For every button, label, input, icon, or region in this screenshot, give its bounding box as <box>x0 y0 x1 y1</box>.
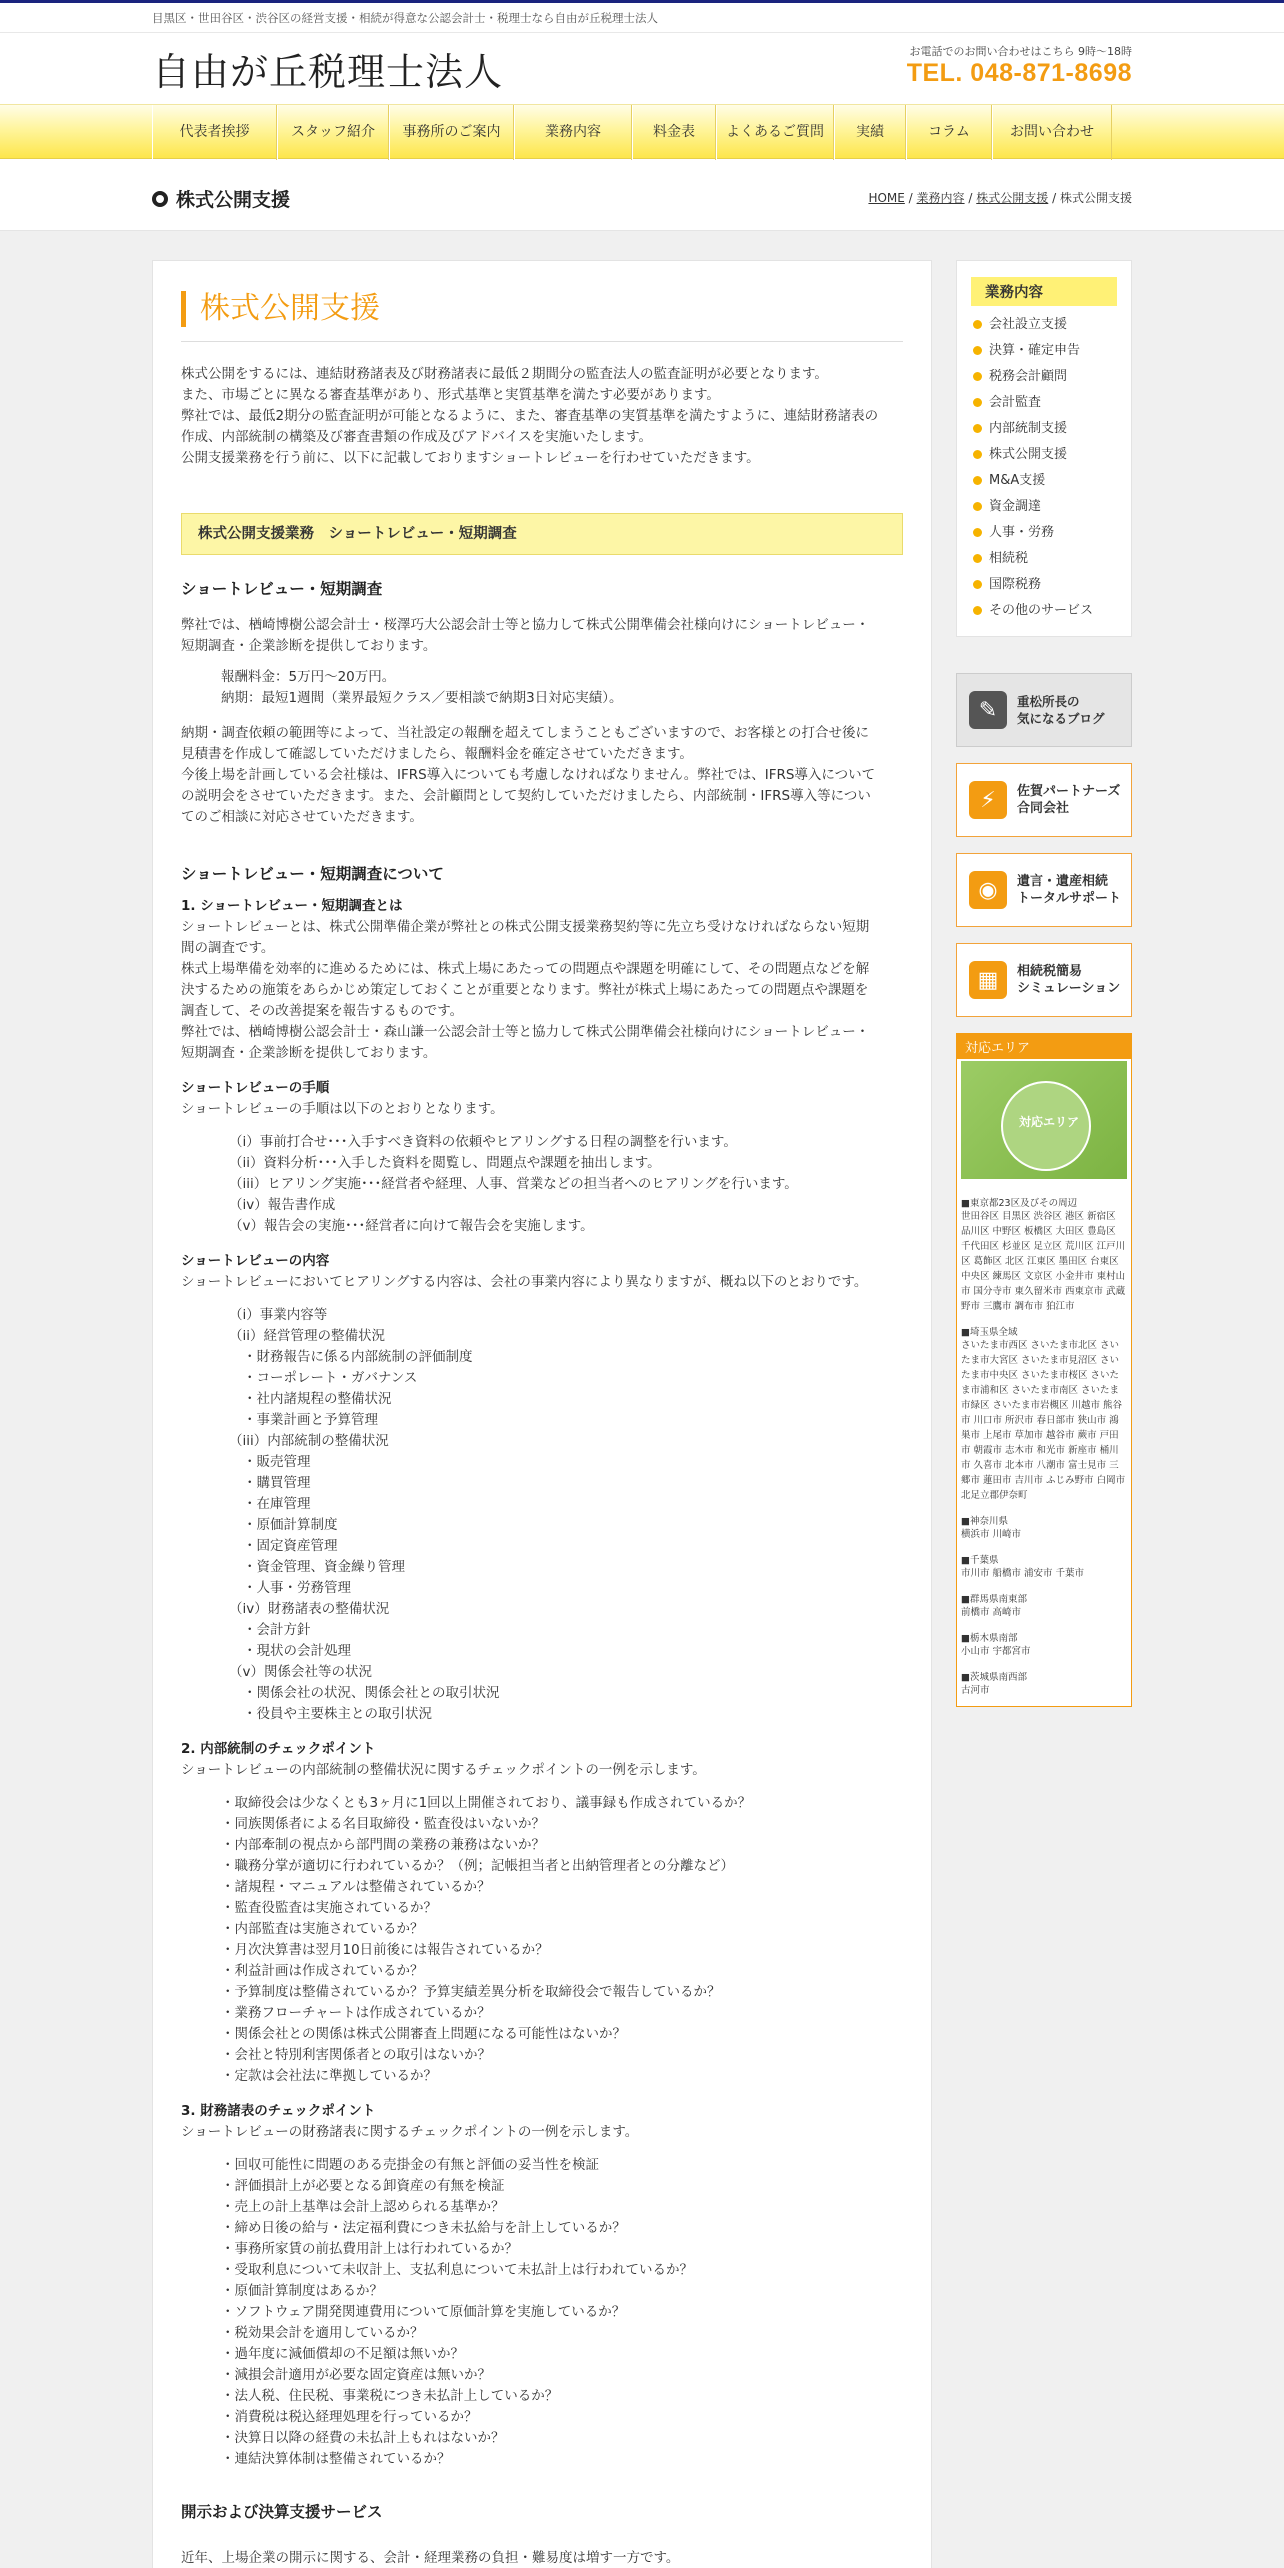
checklist-item: ・会社と特別利害関係者との取引はないか？ <box>221 2047 491 2063</box>
content-list <box>181 1305 903 1725</box>
area-cities: 世田谷区 目黒区 渋谷区 港区 新宿区 品川区 中野区 板橋区 大田区 豊島区 千代田区 杉並区 足立区 荒川区 江戸川区 葛飾区 北区 江東区 墨田区 台東区 中央区 練馬区 文京区 小金井市 東村山市 国分寺市 東久留米市 西東京市 武蔵野市 三鷹市 調布市 狛江市 <box>961 1211 1126 1312</box>
sidebar-item[interactable]: 税務会計顧問 <box>971 364 1117 390</box>
section-text: 近年、上場企業の開示に関する、会計・経理業務の負担・難易度は増す一方です。 <box>181 2550 680 2566</box>
content-item: ・販売管理 <box>243 1454 311 1470</box>
checklist-item: ・評価損計上が必要となる卸資産の有無を検証 <box>221 2178 505 2194</box>
section-title: ショートレビュー・短期調査 <box>181 580 383 598</box>
nav-item[interactable]: 事務所のご案内 <box>389 105 514 160</box>
bullet-icon <box>152 191 168 207</box>
content-item: ・財務報告に係る内部統制の評価制度 <box>243 1349 473 1365</box>
global-nav <box>0 104 1284 159</box>
checklist-item: ・利益計画は作成されているか？ <box>221 1963 424 1979</box>
content-item: （iv）財務諸表の整備状況 <box>229 1601 390 1617</box>
checklist-item: ・定款は会社法に準拠しているか？ <box>221 2068 437 2084</box>
checklist <box>181 1793 903 2087</box>
text-line: の説明会をさせていただきます。また、会計顧問として契約していただけましたら、内部統制・IFRS導入等につい <box>181 788 871 804</box>
content-item: ・資金管理、資金繰り管理 <box>243 1559 405 1575</box>
checklist-item: ・ソフトウェア開発関連費用について原価計算を実施しているか？ <box>221 2304 626 2320</box>
service-area-box <box>956 1033 1132 1707</box>
text-line: てのご相談に対応させていただきます。 <box>181 809 423 825</box>
content-item: ・会計方針 <box>243 1622 311 1638</box>
contact-phone[interactable]: TEL. 048-871-8698 <box>906 59 1132 87</box>
page-title-text: 株式公開支援 <box>176 189 291 211</box>
sidebar-item[interactable]: 会社設立支援 <box>971 312 1117 338</box>
intro-text <box>181 364 903 469</box>
subsection-title: 1. ショートレビュー・短期調査とは <box>181 898 403 914</box>
subsection-title: ショートレビューの内容 <box>181 1253 330 1269</box>
heading-divider <box>181 341 903 342</box>
section-text: ショートレビューの内部統制の整備状況に関するチェックポイントの一例を示します。 <box>181 1762 706 1778</box>
services-menu <box>956 260 1132 637</box>
checklist-item: ・法人税、住民税、事業税につき未払計上しているか？ <box>221 2388 559 2404</box>
pen-icon: ✎ <box>969 691 1007 729</box>
tagline-bar <box>0 3 1284 33</box>
checklist-item: ・連結決算体制は整備されているか？ <box>221 2451 451 2467</box>
nav-item[interactable]: よくあるご質問 <box>716 105 834 160</box>
breadcrumb-separator: / <box>1052 191 1057 205</box>
content-item: ・購買管理 <box>243 1475 311 1491</box>
checklist-item: ・関係会社との関係は株式公開審査上問題になる可能性はないか？ <box>221 2026 626 2042</box>
calculator-icon: ▦ <box>969 961 1007 999</box>
content-item: ・現状の会計処理 <box>243 1643 351 1659</box>
service-area-map <box>961 1061 1127 1179</box>
procedure-item: （ii）資料分析･･･入手した資料を閲覧し、問題点や課題を抽出します。 <box>229 1155 661 1171</box>
checklist-item: ・監査役監査は実施されているか？ <box>221 1900 437 1916</box>
section-title: 開示および決算支援サービス <box>181 2503 383 2521</box>
area-cities: 市川市 船橋市 浦安市 千葉市 <box>961 1568 1085 1579</box>
checklist-item: ・受取利息について未収計上、支払利息について未払計上は行われているか？ <box>221 2262 693 2278</box>
content-item: ・原価計算制度 <box>243 1517 338 1533</box>
area-region: ■茨城県南西部 <box>961 1672 1027 1683</box>
sidebar-item[interactable]: 決算・確定申告 <box>971 338 1117 364</box>
area-region: ■千葉県 <box>961 1555 999 1566</box>
checklist-item: ・事務所家賃の前払費用計上は行われているか？ <box>221 2241 518 2257</box>
checklist-item: ・売上の計上基準は会計上認められる基準か？ <box>221 2199 505 2215</box>
checklist-item: ・原価計算制度はあるか？ <box>221 2283 383 2299</box>
intro-line: 株式公開をするには、連結財務諸表及び財務諸表に最低２期間分の監査法人の監査証明が必要となります。 <box>181 366 828 382</box>
section-text: ショートレビューにおいてヒアリングする内容は、会社の事業内容により異なりますが、概ね以下のとおりです。 <box>181 1274 868 1290</box>
procedure-item: （v）報告会の実施･･･経営者に向けて報告会を実施します。 <box>229 1218 594 1234</box>
text-line: 決するための施策をあらかじめ策定しておくことが重要となります。弊社が株式上場にあたっての問題点や課題を <box>181 982 869 998</box>
sidebar-banner[interactable] <box>956 673 1132 747</box>
checklist-item: ・減損会計適用が必要な固定資産は無いか？ <box>221 2367 491 2383</box>
page-title <box>152 185 290 212</box>
checklist-item: ・回収可能性に問題のある売掛金の有無と評価の妥当性を検証 <box>221 2157 599 2173</box>
banner-text: 佐賀パートナーズ 合同会社 <box>1017 784 1121 816</box>
sidebar-item[interactable]: 人事・労務 <box>971 520 1117 546</box>
nav-item[interactable]: 業務内容 <box>514 105 632 160</box>
breadcrumb-separator: / <box>908 191 913 205</box>
intro-line: また、市場ごとに異なる審査基準があり、形式基準と実質基準を満たす必要があります。 <box>181 387 720 403</box>
sidebar <box>956 260 1132 1707</box>
sidebar-item[interactable]: M&A支援 <box>971 468 1117 494</box>
area-region: ■栃木県南部 <box>961 1633 1018 1644</box>
text-line: 今後上場を計画している会社様は、IFRS導入についても考慮しなければなりません。弊社では、IFRS導入について <box>181 767 876 783</box>
section-text <box>181 723 903 828</box>
content-item: ・社内諸規程の整備状況 <box>243 1391 392 1407</box>
checklist-item: ・過年度に減価償却の不足額は無いか？ <box>221 2346 464 2362</box>
title-bar <box>0 159 1284 231</box>
services-list <box>971 312 1117 624</box>
contact-info <box>907 43 1132 88</box>
text-line: 間の調査です。 <box>181 940 275 956</box>
content-item: ・事業計画と予算管理 <box>243 1412 378 1428</box>
circle-icon: ◉ <box>969 871 1007 909</box>
area-region: ■埼玉県全域 <box>961 1327 1018 1338</box>
main-content <box>152 260 932 2568</box>
area-region: ■神奈川県 <box>961 1516 1008 1527</box>
section-box-title: 株式公開支援業務 ショートレビュー・短期調査 <box>181 513 903 555</box>
breadcrumb <box>868 189 1132 206</box>
fee-line: 納期：最短1週間（業界最短クラス／要相談で納期3日対応実績）。 <box>221 690 623 706</box>
checklist-item: ・締め日後の給与・法定福利費につき未払給与を計上しているか？ <box>221 2220 626 2236</box>
map-label: 対応エリア <box>1019 1115 1080 1129</box>
nav-item[interactable]: 実績 <box>834 105 906 160</box>
text-line: ショートレビューとは、株式公開準備企業が弊社との株式公開支援業務契約等に先立ち受けなければならない短期 <box>181 919 870 935</box>
breadcrumb-separator: / <box>968 191 973 205</box>
checklist-item: ・諸規程・マニュアルは整備されているか？ <box>221 1879 491 1895</box>
subsection-title: 2. 内部統制のチェックポイント <box>181 1741 376 1757</box>
nav-item[interactable]: スタッフ紹介 <box>277 105 389 160</box>
sidebar-item[interactable]: 会計監査 <box>971 390 1117 416</box>
section-title: ショートレビュー・短期調査について <box>181 865 444 883</box>
subsection-title: 3. 財務諸表のチェックポイント <box>181 2103 376 2119</box>
sidebar-banner[interactable] <box>956 853 1132 927</box>
procedure-item: （iii）ヒアリング実施･･･経営者や経理、人事、営業などの担当者へのヒアリングを行います。 <box>229 1176 798 1192</box>
breadcrumb-current: 株式公開支援 <box>1059 191 1132 205</box>
sidebar-item[interactable]: 国際税務 <box>971 572 1117 598</box>
nav-item[interactable]: コラム <box>906 105 992 160</box>
sidebar-item[interactable]: 株式公開支援 <box>971 442 1117 468</box>
text-line: 弊社では、楢崎博樹公認会計士・桜澤巧大公認会計士等と協力して株式公開準備会社様向けにショートレビュー・ <box>181 617 870 633</box>
content-item: ・固定資産管理 <box>243 1538 338 1554</box>
area-cities: さいたま市西区 さいたま市北区 さいたま市大宮区 さいたま市見沼区 さいたま市中央区 さいたま市桜区 さいたま市浦和区 さいたま市南区 さいたま市緑区 さいたま市岩槻区 川越市 熊谷市 川口市 所沢市 春日部市 狭山市 鴻巣市 上尾市 草加市 越谷市 蕨市 戸田市 朝霞市 志木市 和光市 新座市 桶川市 久喜市 北本市 八潮市 富士見市 三郷市 蓮田市 吉川市 ふじみ野市 白岡市 北足立郡伊奈町 <box>961 1340 1126 1501</box>
content-item: （i）事業内容等 <box>229 1307 328 1323</box>
section-text <box>181 615 903 657</box>
nav-item[interactable]: 代表者挨拶 <box>152 105 277 160</box>
area-cities: 小山市 宇都宮市 <box>961 1646 1031 1657</box>
content-item: ・人事・労務管理 <box>243 1580 351 1596</box>
checklist-item: ・内部監査は実施されているか？ <box>221 1921 424 1937</box>
intro-line: 弊社では、最低2期分の監査証明が可能となるように、また、審査基準の実質基準を満たすように、連結財務諸表の <box>181 408 879 424</box>
text-line: 調査して、その改善提案を報告するものです。 <box>181 1003 464 1019</box>
intro-line: 公開支援業務を行う前に、以下に記載しておりますショートレビューを行わせていただきます。 <box>181 450 760 466</box>
area-region: ■東京都23区及びその周辺 <box>961 1198 1078 1209</box>
banner-text: 相続税簡易 シミュレーション <box>1017 964 1121 996</box>
text-line: 短期調査・企業診断を提供しております。 <box>181 1045 437 1061</box>
breadcrumb-services[interactable]: 業務内容 <box>916 191 965 205</box>
procedure-item: （i）事前打合せ･･･入手すべき資料の依頼やヒアリングする日程の調整を行います。 <box>229 1134 737 1150</box>
checklist-item: ・取締役会は少なくとも3ヶ月に1回以上開催されており、議事録も作成されているか？ <box>221 1795 752 1811</box>
area-list <box>957 1181 1131 1706</box>
content-item: （v）関係会社等の状況 <box>229 1664 372 1680</box>
checklist-item: ・月次決算書は翌月10日前後には報告されているか？ <box>221 1942 549 1958</box>
content-item: ・在庫管理 <box>243 1496 311 1512</box>
text-line: 納期・調査依頼の範囲等によって、当社設定の報酬を超えてしまうこともございますので、お客様との打合せ後に <box>181 725 869 741</box>
procedure-item: （iv）報告書作成 <box>229 1197 336 1213</box>
checklist-item: ・決算日以降の経費の未払計上もれはないか？ <box>221 2430 505 2446</box>
checklist-item: ・職務分掌が適切に行われているか？（例；記帳担当者と出納管理者との分離など） <box>221 1858 734 1874</box>
lightning-icon: ⚡ <box>969 781 1007 819</box>
sidebar-item[interactable]: 相続税 <box>971 546 1117 572</box>
nav-list <box>152 105 1132 160</box>
checklist-item: ・内部牽制の視点から部門間の業務の兼務はないか？ <box>221 1837 545 1853</box>
content-item: （ii）経営管理の整備状況 <box>229 1328 386 1344</box>
content-item: ・関係会社の状況、関係会社との取引状況 <box>243 1685 500 1701</box>
nav-item[interactable]: お問い合わせ <box>992 105 1112 160</box>
site-tagline: 目黒区・世田谷区・渋谷区の経営支援・相続が得意な公認会計士・税理士なら自由が丘税理士法人 <box>152 11 658 25</box>
procedure-list <box>181 1132 903 1237</box>
section-text: ショートレビューの財務諸表に関するチェックポイントの一例を示します。 <box>181 2124 639 2140</box>
fee-line: 報酬料金：5万円～20万円。 <box>221 669 396 685</box>
banner-text: 遺言・遺産相続 トータルサポート <box>1017 874 1122 906</box>
content-item: ・コーポレート・ガバナンス <box>243 1370 418 1386</box>
section-text <box>181 917 903 1064</box>
sidebar-item[interactable]: 内部統制支援 <box>971 416 1117 442</box>
text-line: 弊社では、楢崎博樹公認会計士・森山謙一公認会計士等と協力して株式公開準備会社様向けにショートレビュー・ <box>181 1024 870 1040</box>
section-text: ショートレビューの手順は以下のとおりとなります。 <box>181 1101 504 1117</box>
text-line: 見積書を作成して確認していただけましたら、報酬料金を確定させていただきます。 <box>181 746 693 762</box>
nav-item[interactable]: 料金表 <box>632 105 716 160</box>
checklist-item: ・消費税は税込経理処理を行っているか？ <box>221 2409 478 2425</box>
checklist-item: ・同族関係者による名目取締役・監査役はいないか？ <box>221 1816 545 1832</box>
sidebar-item[interactable]: その他のサービス <box>971 598 1117 624</box>
services-menu-title: 業務内容 <box>971 277 1117 306</box>
area-region: ■群馬県南東部 <box>961 1594 1027 1605</box>
contact-note: お電話でのお問い合わせはこちら 9時～18時 <box>909 45 1132 58</box>
fee-info <box>181 667 903 709</box>
checklist-item: ・税効果会計を適用しているか？ <box>221 2325 424 2341</box>
area-cities: 横浜市 川崎市 <box>961 1529 1022 1540</box>
banner-text: 重松所長の 気になるブログ <box>1017 694 1105 726</box>
area-cities: 古河市 <box>961 1685 990 1696</box>
checklist-item: ・予算制度は整備されているか？予算実績差異分析を取締役会で報告しているか？ <box>221 1984 721 2000</box>
sidebar-banner[interactable] <box>956 943 1132 1017</box>
sidebar-banner[interactable] <box>956 763 1132 837</box>
breadcrumb-ipo[interactable]: 株式公開支援 <box>976 191 1049 205</box>
checklist <box>181 2155 903 2470</box>
breadcrumb-home[interactable]: HOME <box>868 191 905 205</box>
subsection-title: ショートレビューの手順 <box>181 1080 330 1096</box>
content-item: （iii）内部統制の整備状況 <box>229 1433 389 1449</box>
site-logo[interactable]: 自由が丘税理士法人 <box>152 50 504 94</box>
content-item: ・役員や主要株主との取引状況 <box>243 1706 432 1722</box>
sidebar-item[interactable]: 資金調達 <box>971 494 1117 520</box>
checklist-item: ・業務フローチャートは作成されているか？ <box>221 2005 491 2021</box>
text-line: 株式上場準備を効率的に進めるためには、株式上場にあたっての問題点や課題を明確にして、その問題点などを解 <box>181 961 870 977</box>
content-heading: 株式公開支援 <box>181 291 903 327</box>
text-line: 短期調査・企業診断を提供しております。 <box>181 638 437 654</box>
site-header <box>0 33 1284 104</box>
banner-list <box>956 673 1132 1017</box>
service-area-title: 対応エリア <box>957 1034 1131 1059</box>
intro-line: 作成、内部統制の構築及び審査書類の作成及びアドバイスを実施いたします。 <box>181 429 653 445</box>
area-cities: 前橋市 高崎市 <box>961 1607 1022 1618</box>
